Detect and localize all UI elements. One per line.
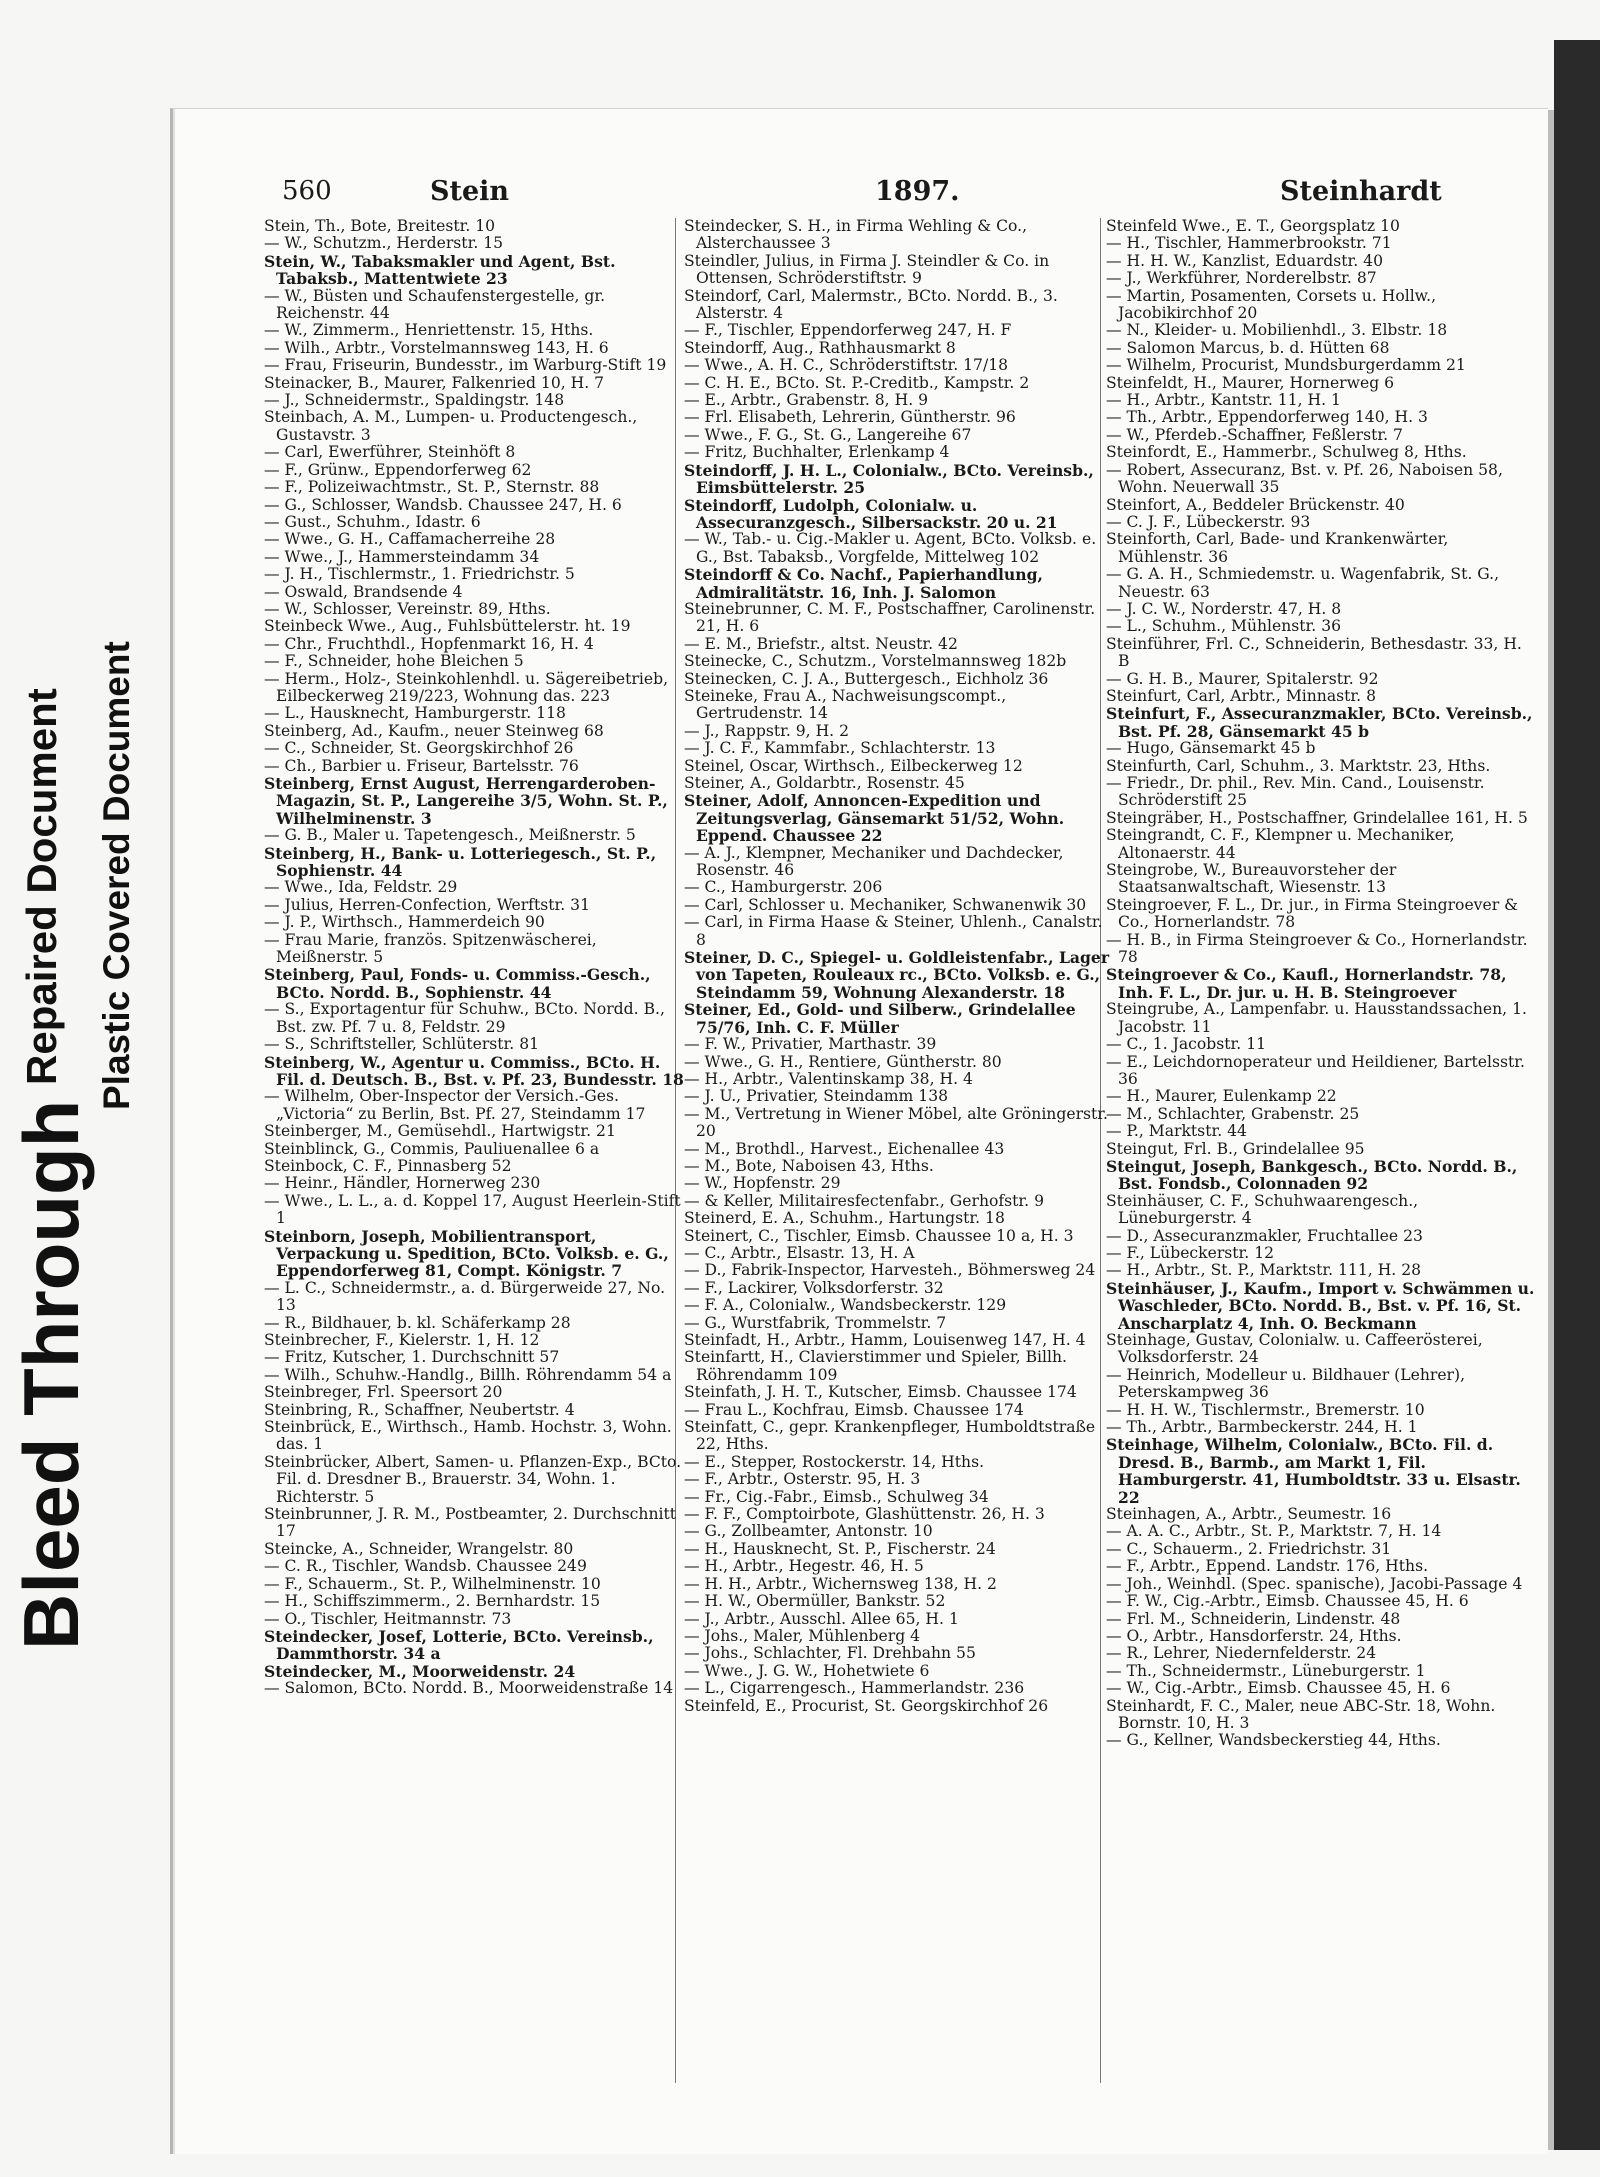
directory-entry: — H. H., Arbtr., Wichernsweg 138, H. 2: [684, 1574, 997, 1593]
directory-entry: — G. A. H., Schmiedemstr. u. Wagenfabrik, St. G., Neuestr. 63: [1106, 565, 1500, 601]
directory-entry: — Wwe., F. G., St. G., Langereihe 67: [684, 425, 972, 444]
directory-entry: — W., Tab.- u. Cig.-Makler u. Agent, BCto. Volksb. e. G., Bst. Tabaksb., Vorgfelde, Mittelweg 102: [684, 530, 1097, 566]
directory-entry: — W., Schlosser, Vereinstr. 89, Hths.: [264, 599, 551, 618]
directory-entry: — C. H. E., BCto. St. P.-Creditb., Kampstr. 2: [684, 373, 1030, 392]
book-edge-dark: [1554, 40, 1600, 2150]
directory-entry: — Hugo, Gänsemarkt 45 b: [1106, 739, 1316, 758]
page-header: [270, 176, 1442, 216]
directory-entry: — J. H., Tischlermstr., 1. Friedrichstr. 5: [264, 565, 575, 584]
directory-entry: — Frl. M., Schneiderin, Lindenstr. 48: [1106, 1609, 1401, 1628]
directory-entry: — Frau L., Kochfrau, Eimsb. Chaussee 174: [684, 1400, 1024, 1419]
directory-entry: — F., Tischler, Eppendorferweg 247, H. F: [684, 321, 1012, 340]
directory-entry: Steinfeld, E., Procurist, St. Georgskirchhof 26: [684, 1696, 1049, 1715]
column-1: [264, 218, 684, 1698]
directory-entry: — H., Maurer, Eulenkamp 22: [1106, 1087, 1337, 1106]
directory-entry: Steindecker, S. H., in Firma Wehling & Co., Alsterchaussee 3: [684, 217, 1028, 253]
directory-entry: Steinhage, Gustav, Colonialw. u. Caffeerösterei, Volksdorferstr. 24: [1106, 1331, 1483, 1367]
directory-entry: — W., Hopfenstr. 29: [684, 1174, 841, 1193]
directory-entry: — H., Schiffszimmerm., 2. Bernhardstr. 15: [264, 1592, 601, 1611]
directory-entry: — F. F., Comptoirbote, Glashüttenstr. 26, H. 3: [684, 1505, 1045, 1524]
directory-entry: — J. P., Wirthsch., Hammerdeich 90: [264, 913, 545, 932]
directory-entry: — Carl, Ewerführer, Steinhöft 8: [264, 443, 516, 462]
directory-entry: — R., Bildhauer, b. kl. Schäferkamp 28: [264, 1313, 571, 1332]
directory-entry: Steinfordt, E., Hammerbr., Schulweg 8, Hths.: [1106, 443, 1467, 462]
directory-entry: — Frau Marie, französ. Spitzenwäscherei, Meißnerstr. 5: [264, 930, 597, 967]
directory-entry: — E. M., Briefstr., altst. Neustr. 42: [684, 634, 958, 653]
directory-entry: — Robert, Assecuranz, Bst. v. Pf. 26, Naboisen 58, Wohn. Neuerwall 35: [1106, 460, 1503, 497]
directory-entry: Steinbeck Wwe., Aug., Fuhlsbüttelerstr. ht. 19: [264, 617, 631, 636]
directory-entry: — Wwe., J., Hammersteindamm 34: [264, 547, 540, 566]
directory-entry: — Wwe., J. G. W., Hohetwiete 6: [684, 1661, 930, 1680]
directory-entry: — G., Schlosser, Wandsb. Chaussee 247, H. 6: [264, 495, 622, 514]
directory-entry: Steinfort, A., Beddeler Brückenstr. 40: [1106, 495, 1405, 514]
directory-entry: — R., Lehrer, Niedernfelderstr. 24: [1106, 1644, 1377, 1663]
directory-entry: — F., Lackirer, Volksdorferstr. 32: [684, 1278, 944, 1297]
directory-entry: Steingut, Joseph, Bankgesch., BCto. Nordd. B., Bst. Fondsb., Colonnaden 92: [1106, 1156, 1518, 1194]
directory-entry: Steindorff, Ludolph, Colonialw. u. Assecuranzgesch., Silbersackstr. 20 u. 21: [684, 495, 1058, 532]
directory-entry: Steindorff & Co. Nachf., Papierhandlung, Admiralitätstr. 16, Inh. J. Salomon: [684, 565, 1043, 602]
bleed-through-label: Bleed Through: [7, 1099, 95, 1650]
directory-entry: Steinhardt, F. C., Maler, neue ABC-Str. 18, Wohn. Bornstr. 10, H. 3: [1106, 1696, 1496, 1732]
directory-entry: Steineke, Frau A., Nachweisungscompt., Gertrudenstr. 14: [684, 686, 1007, 723]
directory-entry: — G., Kellner, Wandsbeckerstieg 44, Hths.: [1106, 1731, 1441, 1750]
directory-entry: — Johs., Schlachter, Fl. Drehbahn 55: [684, 1644, 976, 1663]
directory-entry: — G. B., Maler u. Tapetengesch., Meißnerstr. 5: [264, 826, 636, 845]
directory-entry: — Carl, Schlosser u. Mechaniker, Schwanenwik 30: [684, 895, 1087, 914]
directory-entry: Steinborn, Joseph, Mobilientransport, Verpackung u. Spedition, BCto. Volksb. e. G., Eppendorferweg 81, Compt. Königstr. 7: [264, 1226, 669, 1281]
directory-entry: — M., Brothdl., Harvest., Eichenallee 43: [684, 1139, 1005, 1158]
directory-entry: — H., Hausknecht, St. P., Fischerstr. 24: [684, 1539, 996, 1558]
directory-entry: — Fritz, Kutscher, 1. Durchschnitt 57: [264, 1348, 560, 1367]
directory-entry: — Salomon Marcus, b. d. Hütten 68: [1106, 338, 1390, 357]
directory-entry: — Wwe., A. H. C., Schröderstiftstr. 17/18: [684, 356, 1009, 375]
directory-entry: — C., Schneider, St. Georgskirchhof 26: [264, 739, 574, 758]
directory-entry: — Th., Arbtr., Barmbeckerstr. 244, H. 1: [1106, 1418, 1418, 1437]
directory-entry: — F. A., Colonialw., Wandsbeckerstr. 129: [684, 1296, 1007, 1315]
directory-entry: Steingräber, H., Postschaffner, Grindelallee 161, H. 5: [1106, 808, 1528, 827]
directory-entry: — J. U., Privatier, Steindamm 138: [684, 1087, 949, 1106]
directory-entry: — S., Schriftsteller, Schlüterstr. 81: [264, 1035, 540, 1054]
directory-entry: Steinberg, W., Agentur u. Commiss., BCto. H. Fil. d. Deutsch. B., Bst. v. Pf. 23, Bundesstr. 18: [264, 1052, 684, 1089]
directory-entry: — & Keller, Militairesfectenfabr., Gerhofstr. 9: [684, 1191, 1044, 1210]
directory-entry: — A. A. C., Arbtr., St. P., Marktstr. 7, H. 14: [1106, 1522, 1442, 1541]
directory-entry: Steinfatt, C., gepr. Krankenpfleger, Humboldtstraße 22, Hths.: [684, 1418, 1096, 1454]
directory-entry: — J., Rappstr. 9, H. 2: [684, 721, 850, 740]
directory-entry: Steinberg, Ad., Kaufm., neuer Steinweg 68: [264, 721, 604, 740]
directory-entry: Steinacker, B., Maurer, Falkenried 10, H. 7: [264, 373, 605, 392]
directory-entry: Steinführer, Frl. C., Schneiderin, Bethesdastr. 33, H. B: [1106, 634, 1522, 671]
directory-entry: Steindorff, Aug., Rathhausmarkt 8: [684, 338, 956, 357]
header-year: 1897.: [875, 176, 960, 207]
directory-entry: — H., Arbtr., Hegestr. 46, H. 5: [684, 1557, 924, 1576]
directory-entry: Steinhäuser, C. F., Schuhwaarengesch., Lüneburgerstr. 4: [1106, 1191, 1419, 1228]
directory-entry: — F., Schauerm., St. P., Wilhelminenstr. 10: [264, 1574, 601, 1593]
directory-entry: Steinecke, C., Schutzm., Vorstelmannsweg 182b: [684, 652, 1067, 671]
directory-entry: — H. H. W., Kanzlist, Eduardstr. 40: [1106, 251, 1384, 270]
directory-entry: Steinfeld Wwe., E. T., Georgsplatz 10: [1106, 217, 1400, 235]
directory-entry: Steiner, D. C., Spiegel- u. Goldleistenfabr., Lager von Tapeten, Rouleaux rc., BCto. Volksb. e. G., Steindamm 59, Wohnung Alexanderstr. 18: [684, 948, 1110, 1002]
directory-entry: — Wwe., Ida, Feldstr. 29: [264, 878, 458, 897]
directory-entry: Steinbach, A. M., Lumpen- u. Productengesch., Gustavstr. 3: [264, 408, 638, 444]
directory-entry: Steinhage, Wilhelm, Colonialw., BCto. Fil. d. Dresd. B., Barmb., am Markt 1, Fil. Hamburgerstr. 41, Humboldtstr. 33 u. Elsastr. 22: [1106, 1435, 1521, 1507]
header-right-word: Steinhardt: [1280, 176, 1442, 207]
directory-entry: — Frau, Friseurin, Bundesstr., im Warburg-Stift 19: [264, 356, 667, 375]
directory-entry: — W., Schutzm., Herderstr. 15: [264, 234, 504, 253]
directory-entry: — G. H. B., Maurer, Spitalerstr. 92: [1106, 669, 1379, 688]
directory-entry: — Th., Schneidermstr., Lüneburgerstr. 1: [1106, 1661, 1426, 1680]
directory-entry: — P., Marktstr. 44: [1106, 1122, 1247, 1141]
directory-entry: Steinbring, R., Schaffner, Neubertstr. 4: [264, 1400, 575, 1419]
directory-entry: — Gust., Schuhm., Idastr. 6: [264, 512, 481, 531]
directory-entry: — E., Stepper, Rostockerstr. 14, Hths.: [684, 1452, 985, 1471]
directory-entry: — C., Hamburgerstr. 206: [684, 878, 883, 897]
plastic-covered-label: Plastic Covered Document: [96, 641, 137, 1110]
directory-entry: — Th., Arbtr., Eppendorferweg 140, H. 3: [1106, 408, 1428, 427]
directory-entry: — Joh., Weinhdl. (Spec. spanische), Jacobi-Passage 4: [1106, 1574, 1523, 1593]
directory-entry: Steinhäuser, J., Kaufm., Import v. Schwämmen u. Waschleder, BCto. Nordd. B., Bst. v. Pf. 16, St. Anscharplatz 4, Inh. O. Beckmann: [1106, 1278, 1535, 1333]
directory-entry: — H. W., Obermüller, Bankstr. 52: [684, 1592, 946, 1611]
directory-entry: Stein, Th., Bote, Breitestr. 10: [264, 217, 496, 235]
directory-entry: — C., 1. Jacobstr. 11: [1106, 1035, 1267, 1054]
directory-entry: — C. J. F., Lübeckerstr. 93: [1106, 512, 1311, 531]
directory-entry: — M., Schlachter, Grabenstr. 25: [1106, 1104, 1360, 1123]
directory-entry: — Chr., Fruchthdl., Hopfenmarkt 16, H. 4: [264, 634, 594, 653]
directory-entry: Steinbrücker, Albert, Samen- u. Pflanzen-Exp., BCto. Fil. d. Dresdner B., Brauerstr. 34, Wohn. 1. Richterstr. 5: [264, 1452, 682, 1506]
directory-entry: Steinert, C., Tischler, Eimsb. Chaussee 10 a, H. 3: [684, 1226, 1074, 1245]
directory-entry: — L. C., Schneidermstr., a. d. Bürgerweide 27, No. 13: [264, 1278, 666, 1315]
directory-entry: Steinebrunner, C. M. F., Postschaffner, Carolinenstr. 21, H. 6: [684, 599, 1096, 636]
directory-entry: Steinfath, J. H. T., Kutscher, Eimsb. Chaussee 174: [684, 1383, 1077, 1402]
directory-entry: Steinberg, H., Bank- u. Lotteriegesch., St. P., Sophienstr. 44: [264, 843, 657, 881]
directory-entry: Steinfurt, F., Assecuranzmakler, BCto. Vereinsb., Bst. Pf. 28, Gänsemarkt 45 b: [1106, 704, 1533, 741]
directory-entry: — Johs., Maler, Mühlenberg 4: [684, 1626, 921, 1645]
directory-entry: Steinerd, E. A., Schuhm., Hartungstr. 18: [684, 1209, 1005, 1228]
directory-entry: — F., Arbtr., Osterstr. 95, H. 3: [684, 1470, 921, 1489]
repaired-document-label: Repaired Document: [18, 688, 65, 1085]
directory-entry: — J. C. W., Norderstr. 47, H. 8: [1106, 599, 1342, 618]
directory-entry: — H., Arbtr., St. P., Marktstr. 111, H. 28: [1106, 1261, 1422, 1280]
directory-entry: — Fr., Cig.-Fabr., Eimsb., Schulweg 34: [684, 1487, 989, 1506]
directory-entry: Steingroever & Co., Kaufl., Hornerlandstr. 78, Inh. F. L., Dr. jur. u. H. B. Steingroever: [1106, 965, 1507, 1002]
directory-entry: — G., Zollbeamter, Antonstr. 10: [684, 1522, 933, 1541]
directory-entry: — E., Leichdornoperateur und Heildiener, Bartelsstr. 36: [1106, 1052, 1525, 1088]
directory-entry: Steinberg, Paul, Fonds- u. Commiss.-Gesch., BCto. Nordd. B., Sophienstr. 44: [264, 965, 651, 1002]
directory-entry: — H., Tischler, Hammerbrookstr. 71: [1106, 234, 1392, 253]
directory-entry: — O., Arbtr., Hansdorferstr. 24, Hths.: [1106, 1626, 1402, 1645]
directory-entry: — Heinrich, Modelleur u. Bildhauer (Lehrer), Peterskampweg 36: [1106, 1365, 1466, 1402]
directory-entry: Steindecker, M., Moorweidenstr. 24: [264, 1661, 576, 1681]
directory-entry: — J., Arbtr., Ausschl. Allee 65, H. 1: [684, 1609, 959, 1628]
directory-entry: — S., Exportagentur für Schuhw., BCto. Nordd. B., Bst. zw. Pf. 7 u. 8, Feldstr. 29: [264, 1000, 665, 1036]
directory-entry: — W., Büsten und Schaufenstergestelle, gr. Reichenstr. 44: [264, 286, 606, 323]
directory-entry: Steinfurt, Carl, Arbtr., Minnastr. 8: [1106, 686, 1376, 705]
directory-entry: — Herm., Holz-, Steinkohlenhdl. u. Sägereibetrieb, Eilbeckerweg 219/223, Wohnung das. 223: [264, 669, 669, 705]
directory-entry: Steiner, Ed., Gold- und Silberw., Grindelallee 75/76, Inh. C. F. Müller: [684, 1000, 1076, 1037]
directory-entry: — Salomon, BCto. Nordd. B., Moorweidenstraße 14: [264, 1679, 674, 1698]
directory-entry: Steinbrecher, F., Kielerstr. 1, H. 12: [264, 1331, 540, 1349]
directory-entry: — Wwe., G. H., Rentiere, Güntherstr. 80: [684, 1052, 1002, 1071]
directory-entry: — F. W., Privatier, Marthastr. 39: [684, 1035, 937, 1054]
directory-entry: — Heinr., Händler, Hornerweg 230: [264, 1174, 541, 1193]
directory-entry: — W., Cig.-Arbtr., Eimsb. Chaussee 45, H. 6: [1106, 1679, 1451, 1698]
directory-entry: — Ch., Barbier u. Friseur, Bartelsstr. 76: [264, 756, 579, 775]
directory-entry: Steiner, A., Goldarbtr., Rosenstr. 45: [684, 774, 965, 792]
directory-entry: — A. J., Klempner, Mechaniker und Dachdecker, Rosenstr. 46: [684, 843, 1064, 880]
directory-entry: — F. W., Cig.-Arbtr., Eimsb. Chaussee 45, H. 6: [1106, 1592, 1469, 1611]
directory-entry: — Fritz, Buchhalter, Erlenkamp 4: [684, 443, 950, 462]
directory-entry: — F., Arbtr., Eppend. Landstr. 176, Hths.: [1106, 1557, 1429, 1576]
directory-entry: — H., Arbtr., Kantstr. 11, H. 1: [1106, 391, 1341, 410]
directory-entry: Steindorff, J. H. L., Colonialw., BCto. Vereinsb., Eimsbüttelerstr. 25: [684, 460, 1094, 498]
directory-entry: — C., Schauerm., 2. Friedrichstr. 31: [1106, 1539, 1392, 1558]
directory-entry: Steinberg, Ernst August, Herrengarderoben-Magazin, St. P., Langereihe 3/5, Wohn. St. P., Wilhelminenstr. 3: [264, 774, 668, 828]
directory-entry: Steinbock, C. F., Pinnasberg 52: [264, 1156, 512, 1175]
directory-entry: Steincke, A., Schneider, Wrangelstr. 80: [264, 1539, 574, 1558]
directory-entry: Steinfurth, Carl, Schuhm., 3. Marktstr. 23, Hths.: [1106, 756, 1491, 775]
page-number: 560: [282, 176, 332, 206]
directory-entry: — J., Schneidermstr., Spaldingstr. 148: [264, 391, 565, 410]
directory-entry: Steinfartt, H., Clavierstimmer und Spieler, Billh. Röhrendamm 109: [684, 1348, 1068, 1384]
directory-entry: — F., Schneider, hohe Bleichen 5: [264, 652, 524, 671]
directory-entry: — D., Fabrik-Inspector, Harvesteh., Böhmersweg 24: [684, 1261, 1096, 1280]
header-left-word: Stein: [430, 176, 510, 207]
directory-entry: — Wilhelm, Procurist, Mundsburgerdamm 21: [1106, 356, 1466, 375]
directory-entry: — W., Zimmerm., Henriettenstr. 15, Hths.: [264, 321, 594, 340]
directory-entry: — Wilhelm, Ober-Inspector der Versich.-Ges. „Victoria“ zu Berlin, Bst. Pf. 27, Steindamm 17: [264, 1087, 646, 1123]
directory-entry: — N., Kleider- u. Mobilienhdl., 3. Elbstr. 18: [1106, 321, 1448, 340]
column-3: [1106, 218, 1536, 1750]
directory-entry: — L., Schuhm., Mühlenstr. 36: [1106, 617, 1342, 636]
directory-entry: — H. H. W., Tischlermstr., Bremerstr. 10: [1106, 1400, 1425, 1419]
directory-entry: Steingut, Frl. B., Grindelallee 95: [1106, 1139, 1365, 1158]
directory-entry: — Frl. Elisabeth, Lehrerin, Güntherstr. 96: [684, 408, 1016, 427]
directory-entry: — H. B., in Firma Steingroever & Co., Hornerlandstr. 78: [1106, 930, 1528, 967]
directory-entry: — J., Werkführer, Norderelbstr. 87: [1106, 269, 1377, 288]
directory-entry: Steingrandt, C. F., Klempner u. Mechaniker, Altonaerstr. 44: [1106, 826, 1455, 862]
directory-entry: Steingroever, F. L., Dr. jur., in Firma Steingroever & Co., Hornerlandstr. 78: [1106, 895, 1519, 932]
directory-entry: Steingrobe, W., Bureauvorsteher der Staatsanwaltschaft, Wiesenstr. 13: [1106, 861, 1397, 897]
directory-entry: Steinbreger, Frl. Speersort 20: [264, 1383, 503, 1402]
directory-entry: — F., Polizeiwachtmstr., St. P., Sternstr. 88: [264, 478, 600, 497]
directory-entry: — Wwe., G. H., Caffamacherreihe 28: [264, 530, 556, 549]
directory-entry: Steindler, Julius, in Firma J. Steindler & Co. in Ottensen, Schröderstiftstr. 9: [684, 251, 1050, 288]
directory-entry: — C. R., Tischler, Wandsb. Chaussee 249: [264, 1557, 587, 1576]
directory-entry: — M., Bote, Naboisen 43, Hths.: [684, 1156, 934, 1175]
directory-entry: Steinfeldt, H., Maurer, Hornerweg 6: [1106, 373, 1395, 392]
directory-entry: Steindorf, Carl, Malermstr., BCto. Nordd. B., 3. Alsterstr. 4: [684, 286, 1058, 323]
directory-entry: — M., Vertretung in Wiener Möbel, alte Gröningerstr. 20: [684, 1104, 1108, 1141]
directory-entry: Stein, W., Tabaksmakler und Agent, Bst. Tabaksb., Mattentwiete 23: [264, 251, 616, 289]
directory-entry: Steinel, Oscar, Wirthsch., Eilbeckerweg 12: [684, 756, 1023, 775]
directory-entry: — G., Wurstfabrik, Trommelstr. 7: [684, 1313, 947, 1332]
directory-entry: Steinbrunner, J. R. M., Postbeamter, 2. Durchschnitt 17: [264, 1505, 677, 1541]
directory-entry: Steinforth, Carl, Bade- und Krankenwärter, Mühlenstr. 36: [1106, 530, 1449, 566]
directory-entry: Steinblinck, G., Commis, Pauliuenallee 6 a: [264, 1139, 600, 1158]
column-2: [684, 218, 1112, 1715]
directory-entry: — Wwe., L. L., a. d. Koppel 17, August Heerlein-Stift 1: [264, 1191, 681, 1228]
directory-entry: — H., Arbtr., Valentinskamp 38, H. 4: [684, 1069, 973, 1088]
directory-entry: Steinberger, M., Gemüsehdl., Hartwigstr. 21: [264, 1122, 616, 1141]
directory-entry: — J. C. F., Kammfabr., Schlachterstr. 13: [684, 739, 996, 758]
directory-entry: — O., Tischler, Heitmannstr. 73: [264, 1609, 512, 1628]
directory-entry: — L., Hausknecht, Hamburgerstr. 118: [264, 704, 566, 723]
directory-entry: — Carl, in Firma Haase & Steiner, Uhlenh., Canalstr. 8: [684, 913, 1103, 949]
directory-entry: Steinfadt, H., Arbtr., Hamm, Louisenweg 147, H. 4: [684, 1331, 1086, 1349]
directory-entry: — E., Arbtr., Grabenstr. 8, H. 9: [684, 391, 929, 410]
directory-entry: Steingrube, A., Lampenfabr. u. Hausstandssachen, 1. Jacobstr. 11: [1106, 1000, 1527, 1036]
directory-entry: Steiner, Adolf, Annoncen-Expedition und Zeitungsverlag, Gänsemarkt 51/52, Wohn. Eppend. Chaussee 22: [684, 791, 1065, 846]
directory-entry: — Wilh., Arbtr., Vorstelmannsweg 143, H. 6: [264, 338, 609, 357]
directory-entry: — Martin, Posamenten, Corsets u. Hollw., Jacobikirchhof 20: [1106, 286, 1437, 323]
directory-entry: — W., Pferdeb.-Schaffner, Feßlerstr. 7: [1106, 425, 1403, 444]
directory-entry: Steinhagen, A., Arbtr., Seumestr. 16: [1106, 1505, 1392, 1524]
directory-entry: Steinecken, C. J. A., Buttergesch., Eichholz 36: [684, 669, 1049, 688]
directory-entry: — D., Assecuranzmakler, Fruchtallee 23: [1106, 1226, 1423, 1245]
directory-entry: — F., Grünw., Eppendorferweg 62: [264, 460, 532, 479]
directory-entry: — C., Arbtr., Elsastr. 13, H. A: [684, 1243, 915, 1262]
directory-entry: — Oswald, Brandsende 4: [264, 582, 463, 601]
directory-entry: — Friedr., Dr. phil., Rev. Min. Cand., Louisenstr. Schröderstift 25: [1106, 774, 1485, 810]
directory-entry: — Wilh., Schuhw.-Handlg., Billh. Röhrendamm 54 a: [264, 1365, 672, 1384]
directory-entry: — F., Lübeckerstr. 12: [1106, 1243, 1275, 1262]
directory-entry: Steinbrück, E., Wirthsch., Hamb. Hochstr. 3, Wohn. das. 1: [264, 1418, 672, 1454]
directory-entry: Steindecker, Josef, Lotterie, BCto. Vereinsb., Dammthorstr. 34 a: [264, 1626, 654, 1664]
directory-entry: — Julius, Herren-Confection, Werftstr. 31: [264, 895, 590, 914]
directory-entry: — L., Cigarrengesch., Hammerlandstr. 236: [684, 1679, 1025, 1698]
